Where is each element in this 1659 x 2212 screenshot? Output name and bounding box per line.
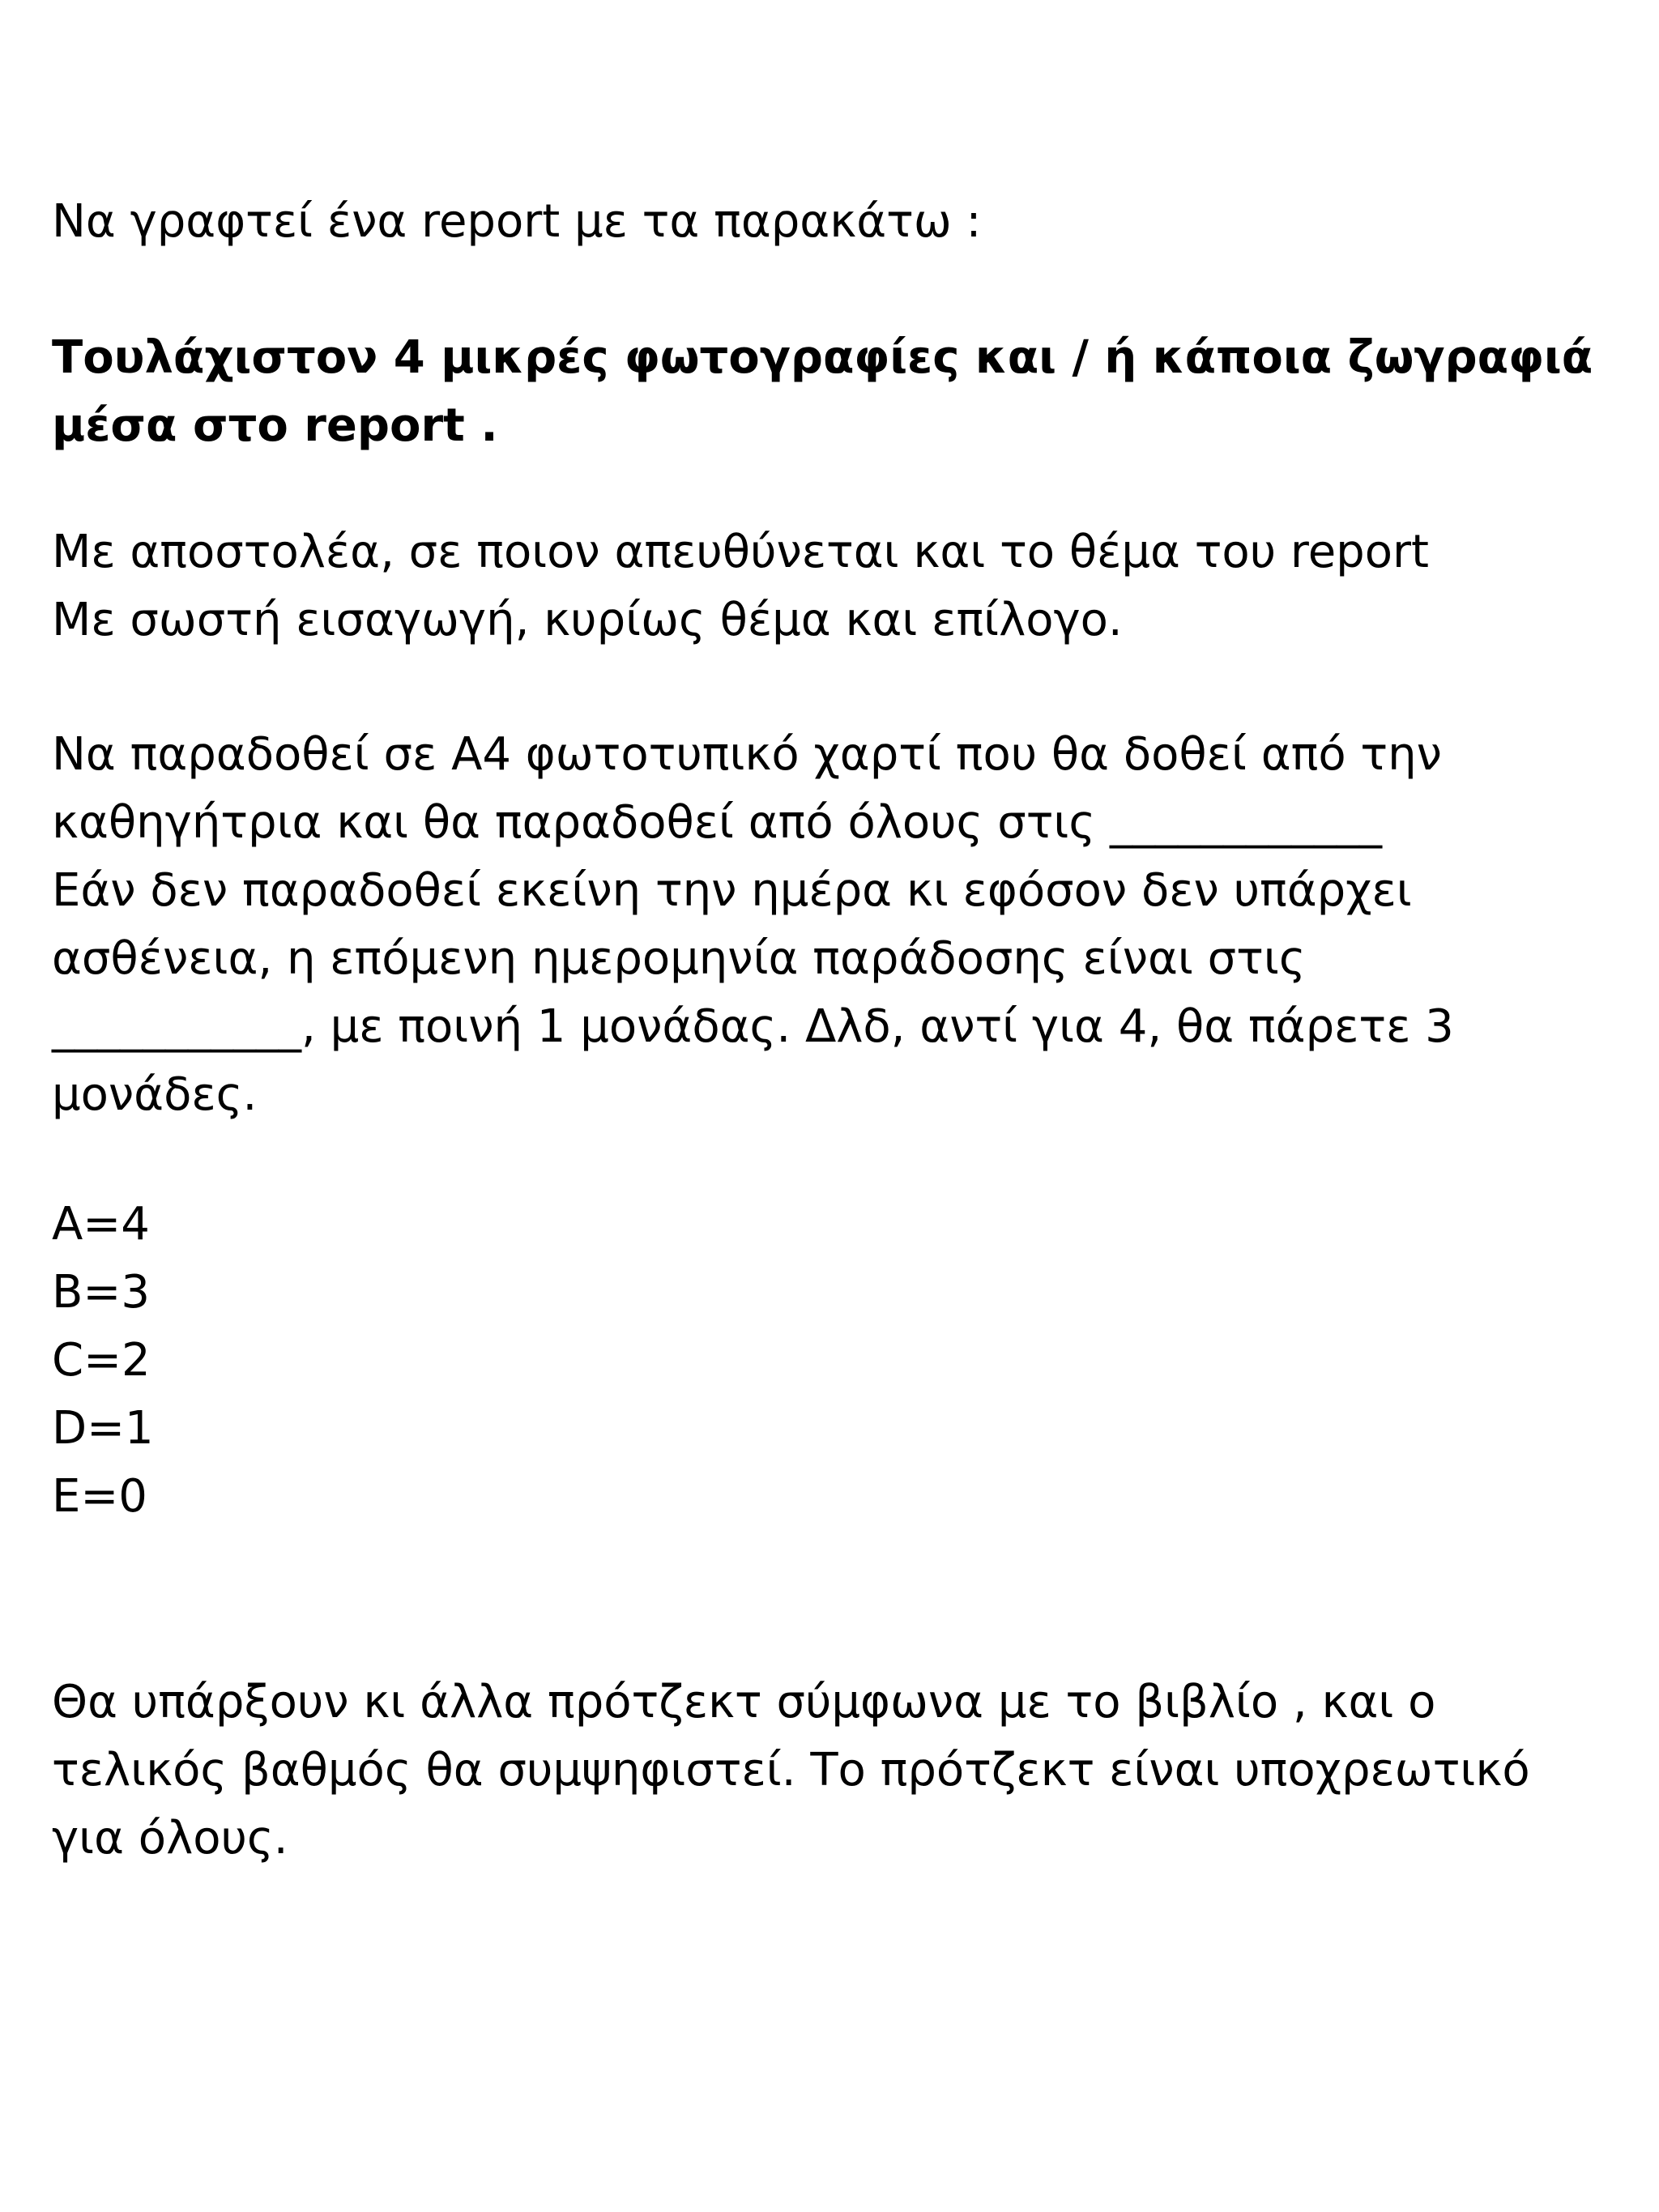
closing-line: τελικός βαθμός θα συμψηφιστεί. Το πρότζεκτ είναι υποχρεωτικό	[52, 1744, 1530, 1796]
delivery-paragraph	[52, 721, 1623, 1129]
delivery-line: Εάν δεν παραδοθεί εκείνη την ημέρα κι εφόσον δεν υπάρχει	[52, 864, 1412, 917]
grade-item: A=4	[52, 1198, 150, 1251]
delivery-line: ___________, με ποινή 1 μονάδας. Δλδ, αντί για 4, θα πάρετε 3	[52, 1000, 1454, 1053]
structure-line: Με αποστολέα, σε ποιον απευθύνεται και το θέμα του report	[52, 526, 1429, 578]
delivery-line: ασθένεια, η επόμενη ημερομηνία παράδοσης είναι στις	[52, 932, 1306, 985]
delivery-line: μονάδες.	[52, 1068, 258, 1121]
grade-item: C=2	[52, 1334, 151, 1387]
delivery-line: Να παραδοθεί σε Α4 φωτοτυπικό χαρτί που θα δοθεί από την	[52, 728, 1442, 781]
grade-item: E=0	[52, 1470, 147, 1523]
closing-line: για όλους.	[52, 1812, 288, 1865]
closing-paragraph	[52, 1669, 1623, 1873]
grade-item: D=1	[52, 1402, 154, 1455]
requirement-line: μέσα στο report .	[52, 399, 498, 452]
structure-line: Με σωστή εισαγωγή, κυρίως θέμα και επίλογο.	[52, 594, 1123, 646]
grade-item: B=3	[52, 1266, 150, 1319]
intro-paragraph	[52, 188, 1623, 256]
grade-scale-list	[52, 1191, 1623, 1531]
closing-line: Θα υπάρξουν κι άλλα πρότζεκτ σύμφωνα με το βιβλίο , και ο	[52, 1676, 1436, 1728]
requirement-line: Τουλάχιστον 4 μικρές φωτογραφίες και / ή κάποια ζωγραφιά	[52, 331, 1593, 384]
structure-paragraph	[52, 518, 1623, 654]
intro-line: Να γραφτεί ένα report με τα παρακάτω :	[52, 195, 982, 248]
delivery-line: καθηγήτρια και θα παραδοθεί από όλους στις ____________	[52, 796, 1383, 849]
requirement-paragraph	[52, 324, 1623, 460]
